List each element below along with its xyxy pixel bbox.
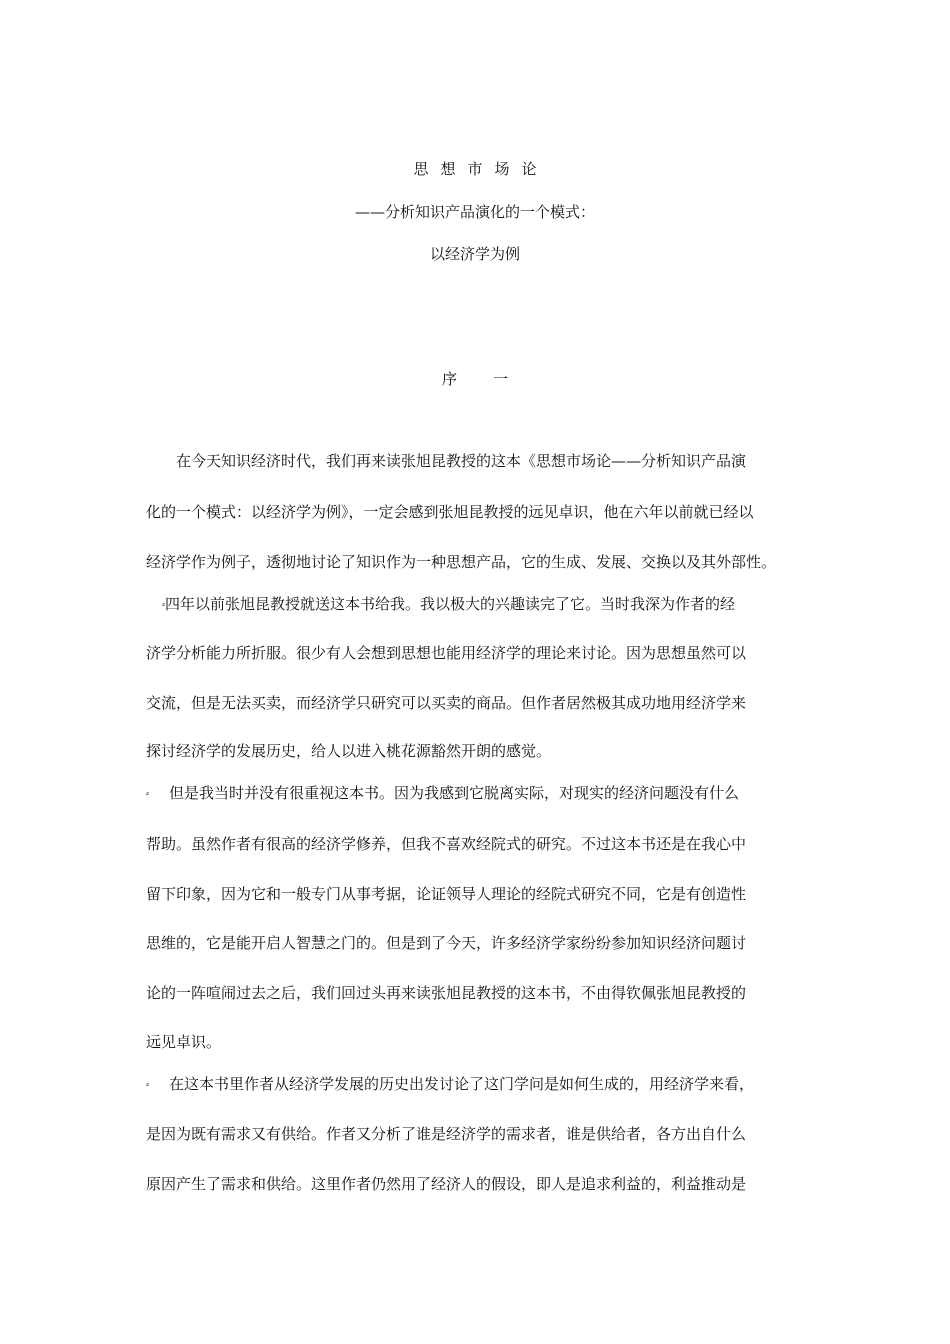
- body-line-text: 四年以前张旭昆教授就送这本书给我。我以极大的兴趣读完了它。当时我深为作者的经: [165, 595, 736, 613]
- body-line: [146, 451, 826, 471]
- book-subtitle-continued: 以经济学为例: [429, 245, 520, 263]
- body-line: [146, 783, 826, 804]
- body-line-text: 远见卓识。: [146, 1033, 222, 1051]
- paragraph-marker-icon: ⸗: [146, 1080, 149, 1090]
- body-line: [146, 933, 826, 953]
- body-line-text: 留下印象，因为它和一般专门从事考据，论证领导人理论的经院式研究不同，它是有创造性: [146, 885, 747, 903]
- body-line: [146, 834, 826, 854]
- body-line: [146, 1124, 826, 1144]
- book-subtitle: ——分析知识产品演化的一个模式：: [354, 203, 595, 221]
- body-line: [146, 1032, 826, 1052]
- body-line-text: 思维的，它是能开启人智慧之门的。但是到了今天，许多经济学家纷纷参加知识经济问题讨: [146, 934, 747, 952]
- body-line-text: 经济学作为例子，透彻地讨论了知识作为一种思想产品，它的生成、发展、交换以及其外部性。: [146, 553, 777, 571]
- body-line: [146, 693, 826, 713]
- paragraph-marker-icon: ⸗: [146, 789, 149, 799]
- body-line-text: 济学分析能力所折服。很少有人会想到思想也能用经济学的理论来讨论。因为思想虽然可以: [146, 644, 747, 662]
- body-line-text: 化的一个模式：以经济学为例》，一定会感到张旭昆教授的远见卓识，他在六年以前就已经以: [146, 503, 754, 521]
- body-line: [146, 594, 826, 615]
- body-line: [146, 502, 826, 522]
- body-line: [146, 741, 826, 761]
- body-line-text: 在这本书里作者从经济学发展的历史出发讨论了这门学问是如何生成的，用经济学来看，: [169, 1075, 755, 1093]
- body-line-text: 但是我当时并没有很重视这本书。因为我感到它脱离实际，对现实的经济问题没有什么: [169, 784, 740, 802]
- body-line-text: 交流，但是无法买卖，而经济学只研究可以买卖的商品。但作者居然极其成功地用经济学来: [146, 694, 747, 712]
- section-heading: 序一: [441, 370, 544, 388]
- body-line: [146, 1174, 826, 1194]
- book-title: 思想市场论: [413, 160, 549, 178]
- body-line-text: 原因产生了需求和供给。这里作者仍然用了经济人的假设，即人是追求利益的，利益推动是: [146, 1175, 747, 1193]
- body-line: [146, 552, 826, 572]
- body-line: [146, 983, 826, 1003]
- body-line: [146, 1074, 826, 1095]
- paragraph-marker-icon: ⸗: [162, 600, 165, 610]
- body-line-text: 探讨经济学的发展历史，给人以进入桃花源豁然开朗的感觉。: [146, 742, 552, 760]
- body-line-text: 在今天知识经济时代，我们再来读张旭昆教授的这本《思想市场论——分析知识产品演: [176, 452, 747, 470]
- body-line-text: 论的一阵喧闹过去之后，我们回过头再来读张旭昆教授的这本书，不由得钦佩张旭昆教授的: [146, 984, 747, 1002]
- body-line-text: 帮助。虽然作者有很高的经济学修养，但我不喜欢经院式的研究。不过这本书还是在我心中: [146, 835, 747, 853]
- body-line: [146, 884, 826, 904]
- body-line: [146, 643, 826, 663]
- body-line-text: 是因为既有需求又有供给。作者又分析了谁是经济学的需求者，谁是供给者，各方出自什么: [146, 1125, 747, 1143]
